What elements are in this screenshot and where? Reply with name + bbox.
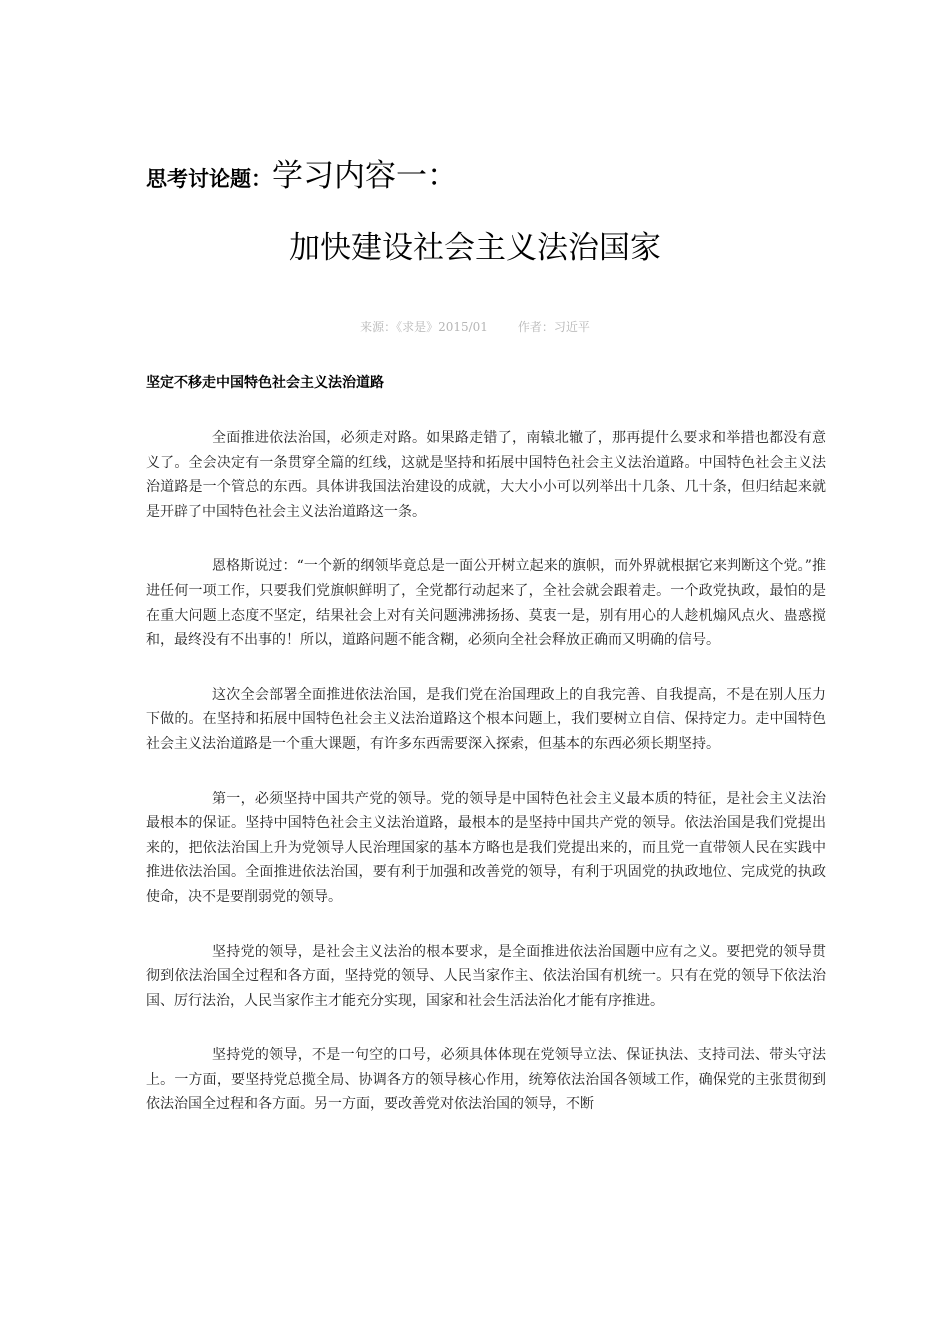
section-heading: 坚定不移走中国特色社会主义法治道路 [146, 375, 384, 391]
title-row [146, 150, 458, 195]
paragraph: 坚持党的领导，是社会主义法治的根本要求，是全面推进依法治国题中应有之义。要把党的领导贯彻到依法治国全过程和各方面，坚持党的领导、人民当家作主、依法治国有机统一。只有在党的领导下依法治国、厉行法治，人民当家作主才能充分实现，国家和社会生活法治化才能有序推进。 [146, 943, 826, 1009]
paragraph: 恩格斯说过：“一个新的纲领毕竟总是一面公开树立起来的旗帜，而外界就根据它来判断这个党。”推进任何一项工作，只要我们党旗帜鲜明了，全党都行动起来了，全社会就会跟着走。一个政党执政，最怕的是在重大问题上态度不坚定，结果社会上对有关问题沸沸扬扬、莫衷一是，别有用心的人趁机煽风点火、蛊惑搅和，最终没有不出事的！所以，道路问题不能含糊，必须向全社会释放正确而又明确的信号。 [146, 558, 826, 649]
title-main: 学习内容一： [272, 158, 458, 194]
source-meta [0, 318, 950, 335]
title-prefix: 思考讨论题： [146, 167, 272, 191]
article-body [146, 426, 826, 1147]
paragraph: 坚持党的领导，不是一句空的口号，必须具体体现在党领导立法、保证执法、支持司法、带头守法上。一方面，要坚持党总揽全局、协调各方的领导核心作用，统筹依法治国各领域工作，确保党的主张贯彻到依法治国全过程和各方面。另一方面，要改善党对依法治国的领导，不断 [146, 1047, 826, 1113]
source-text: 来源：《求是》2015/01 [360, 320, 488, 334]
document-subtitle: 加快建设社会主义法治国家 [289, 230, 661, 266]
paragraph: 第一，必须坚持中国共产党的领导。党的领导是中国特色社会主义最本质的特征，是社会主义法治最根本的保证。坚持中国特色社会主义法治道路，最根本的是坚持中国共产党的领导。依法治国是我们党提出来的，把依法治国上升为党领导人民治理国家的基本方略也是我们党提出来的，而且党一直带领人民在实践中推进依法治国。全面推进依法治国，要有利于加强和改善党的领导，有利于巩固党的执政地位、完成党的执政使命，决不是要削弱党的领导。 [146, 790, 826, 905]
paragraph: 这次全会部署全面推进依法治国，是我们党在治国理政上的自我完善、自我提高，不是在别人压力下做的。在坚持和拓展中国特色社会主义法治道路这个根本问题上，我们要树立自信、保持定力。走中国特色社会主义法治道路是一个重大课题，有许多东西需要深入探索，但基本的东西必须长期坚持。 [146, 686, 826, 752]
author-text: 作者：习近平 [517, 320, 590, 334]
paragraph: 全面推进依法治国，必须走对路。如果路走错了，南辕北辙了，那再提什么要求和举措也都没有意义了。全会决定有一条贯穿全篇的红线，这就是坚持和拓展中国特色社会主义法治道路。中国特色社会主义法治道路是一个管总的东西。具体讲我国法治建设的成就，大大小小可以列举出十几条、几十条，但归结起来就是开辟了中国特色社会主义法治道路这一条。 [146, 430, 826, 520]
